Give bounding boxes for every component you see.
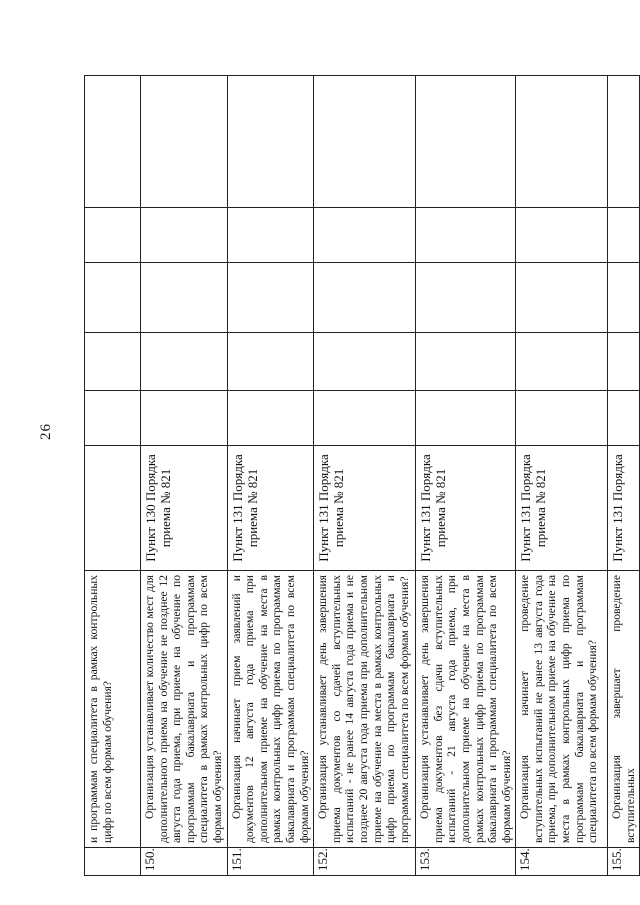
empty-cell bbox=[85, 391, 141, 446]
reference-cell: Пункт 131 Порядка bbox=[608, 446, 640, 571]
empty-cell bbox=[608, 263, 640, 333]
empty-cell bbox=[608, 208, 640, 263]
question-cell bbox=[608, 571, 640, 848]
reference-cell: Пункт 131 Порядка приема № 821 bbox=[227, 446, 314, 571]
empty-cell bbox=[314, 333, 416, 391]
empty-cell bbox=[416, 333, 516, 391]
empty-cell bbox=[227, 208, 314, 263]
row-number-cell: 152. bbox=[314, 848, 416, 876]
empty-cell bbox=[314, 391, 416, 446]
empty-cell bbox=[516, 333, 608, 391]
empty-cell bbox=[141, 76, 228, 208]
empty-cell bbox=[608, 76, 640, 208]
empty-cell bbox=[227, 391, 314, 446]
question-cell bbox=[141, 571, 228, 848]
empty-cell bbox=[516, 391, 608, 446]
empty-cell bbox=[516, 76, 608, 208]
row-number-cell: 155. bbox=[608, 848, 640, 876]
question-cell bbox=[227, 571, 314, 848]
table-row bbox=[608, 76, 640, 876]
empty-cell bbox=[141, 263, 228, 333]
reference-cell bbox=[85, 446, 141, 571]
reference-cell: Пункт 131 Порядка приема № 821 bbox=[416, 446, 516, 571]
empty-cell bbox=[141, 391, 228, 446]
row-number-cell bbox=[85, 848, 141, 876]
question-cell bbox=[314, 571, 416, 848]
empty-cell bbox=[85, 263, 141, 333]
empty-cell bbox=[416, 391, 516, 446]
empty-cell bbox=[227, 76, 314, 208]
question-text: Организация устанавливает день завершения приема документов со сдачей вступительных испытаний - не ранее 14 августа года приема и не позднее 20 августа года приема при дополнительном приеме на обучение на места в рамках контрольных цифр приема по программам бакалавриата и программам специалитета по всем формам обучения? bbox=[316, 575, 411, 843]
row-number-cell: 150. bbox=[141, 848, 228, 876]
empty-cell bbox=[416, 263, 516, 333]
empty-cell bbox=[314, 208, 416, 263]
empty-cell bbox=[85, 76, 141, 208]
reference-cell: Пункт 131 Порядка приема № 821 bbox=[314, 446, 416, 571]
empty-cell bbox=[141, 208, 228, 263]
question-cell bbox=[416, 571, 516, 848]
row-number-cell: 154. bbox=[516, 848, 608, 876]
empty-cell bbox=[608, 391, 640, 446]
empty-cell bbox=[85, 333, 141, 391]
empty-cell bbox=[516, 263, 608, 333]
empty-cell bbox=[608, 333, 640, 391]
empty-cell bbox=[227, 333, 314, 391]
requirements-table bbox=[84, 75, 640, 876]
empty-cell bbox=[314, 263, 416, 333]
table-row bbox=[227, 76, 314, 876]
table-row bbox=[416, 76, 516, 876]
reference-cell: Пункт 130 Порядка приема № 821 bbox=[141, 446, 228, 571]
question-text: Организация устанавливает количество мест для дополнительного приема на обучение не позднее 12 августа года приема, при приеме на обучение по программам бакалавриата и программам специалитета в рамках контрольных цифр по всем формам обучения? bbox=[143, 575, 224, 843]
empty-cell bbox=[227, 263, 314, 333]
question-text: Организация устанавливает день завершения приема документов без сдачи вступительных испытаний - 21 августа года приема, при дополнительном приеме на обучение на места в рамках контрольных цифр приема по программам бакалавриата и программам специалитета по всем формам обучения? bbox=[418, 575, 513, 843]
reference-cell: Пункт 131 Порядка приема № 821 bbox=[516, 446, 608, 571]
table-row bbox=[516, 76, 608, 876]
empty-cell bbox=[314, 76, 416, 208]
question-text: Организация начинает прием заявлений и документов 12 августа года приема при дополнительном приеме на обучение на места в рамках контрольных цифр приема по программам бакалавриата и программам специалитета по всем формам обучения? bbox=[229, 575, 311, 843]
question-cell: и программам специалитета в рамках контрольных цифр по всем формам обучения? bbox=[85, 571, 141, 848]
empty-cell bbox=[141, 333, 228, 391]
question-text: Организация завершает проведение вступительных bbox=[610, 575, 637, 843]
table-row bbox=[141, 76, 228, 876]
page-number: 26 bbox=[38, 423, 54, 440]
row-number-cell: 153. bbox=[416, 848, 516, 876]
empty-cell bbox=[516, 208, 608, 263]
question-cell bbox=[516, 571, 608, 848]
empty-cell bbox=[85, 208, 141, 263]
row-number-cell: 151. bbox=[227, 848, 314, 876]
table-row bbox=[314, 76, 416, 876]
empty-cell bbox=[416, 76, 516, 208]
question-text: Организация начинает проведение вступительных испытаний не ранее 13 августа года приема, при дополнительном приеме на обучение на места в рамках контрольных цифр приема по программам бакалавриата и программам специалитета по всем формам обучения? bbox=[518, 575, 600, 843]
table-row bbox=[85, 76, 141, 876]
table-container bbox=[84, 76, 637, 876]
empty-cell bbox=[416, 208, 516, 263]
